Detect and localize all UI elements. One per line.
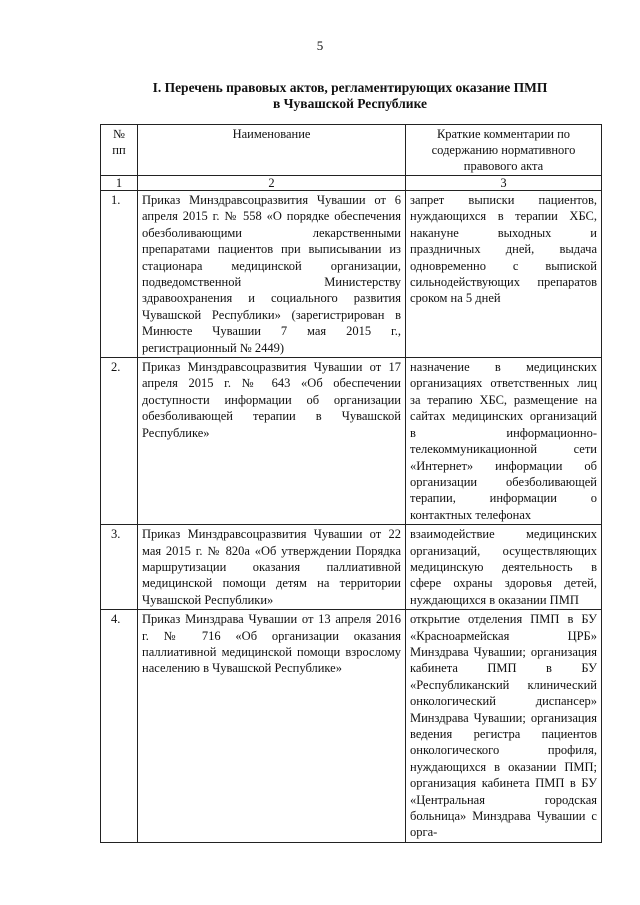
table-row (101, 610, 602, 843)
table-row (101, 358, 602, 525)
column-number-3: 3 (406, 176, 602, 191)
section-title (112, 80, 588, 112)
row-number: 3. (101, 525, 138, 610)
act-comment: назначение в медицинских организациях ответственных лиц за терапию ХБС, размещение на сайтах медицинских организаций в информационно-телекоммуникационной сети «Интернет» информации об организации обезболивающей терапии, информации о контактных телефонах (406, 358, 602, 525)
row-number: 1. (101, 191, 138, 358)
section-title-line-1: I. Перечень правовых актов, регламентирующих оказание ПМП (152, 80, 548, 95)
row-number: 4. (101, 610, 138, 843)
act-name: Приказ Минздравсоцразвития Чувашии от 17 апреля 2015 г. № 643 «Об обеспечении доступности информации об организации обезболивающей терапии в Чувашской Республике» (138, 358, 406, 525)
column-number-1: 1 (101, 176, 138, 191)
table-header-row (101, 125, 602, 176)
header-num: № пп (101, 125, 138, 176)
header-comment: Краткие комментарии по содержанию нормативного правового акта (406, 125, 602, 176)
row-number: 2. (101, 358, 138, 525)
act-comment: открытие отделения ПМП в БУ «Красноармейская ЦРБ» Минздрава Чувашии; организация кабинета ПМП в БУ «Республиканский клинический онкологический диспансер» Минздрава Чувашии; организация ведения регистра пациентов онкологического профиля, нуждающихся в оказании ПМП; организация кабинета ПМП в БУ «Центральная городская больница» Минздрава Чувашии с орга- (406, 610, 602, 843)
page-number: 5 (316, 38, 324, 53)
section-title-line-2: в Чувашской Республике (272, 96, 428, 111)
act-comment: взаимодействие медицинских организаций, осуществляющих медицинскую деятельность в сфере охраны здоровья детей, нуждающихся в оказании ПМП (406, 525, 602, 610)
act-name: Приказ Минздрава Чувашии от 13 апреля 2016 г. № 716 «Об организации оказания паллиативной медицинской помощи взрослому населению в Чувашской Республике» (138, 610, 406, 843)
legal-acts-table (100, 124, 602, 843)
act-name: Приказ Минздравсоцразвития Чувашии от 6 апреля 2015 г. № 558 «О порядке обеспечения обезболивающими лекарственными препаратами пациентов при выписывании из стационара медицинской организации, подведомственной Министерству здравоохранения и социального развития Чувашской Республики» (зарегистрирован в Минюсте Чувашии 7 мая 2015 г., регистрационный № 2449) (138, 191, 406, 358)
table-row (101, 191, 602, 358)
act-comment: запрет выписки пациентов, нуждающихся в терапии ХБС, накануне выходных и праздничных дней, выдача одновременно с выпиской сильнодействующих препаратов сроком на 5 дней (406, 191, 602, 358)
header-name: Наименование (138, 125, 406, 176)
table-row (101, 525, 602, 610)
column-numbers-row (101, 176, 602, 191)
column-number-2: 2 (138, 176, 406, 191)
act-name: Приказ Минздравсоцразвития Чувашии от 22 мая 2015 г. № 820а «Об утверждении Порядка маршрутизации оказания паллиативной медицинской помощи детям на территории Чувашской Республики» (138, 525, 406, 610)
